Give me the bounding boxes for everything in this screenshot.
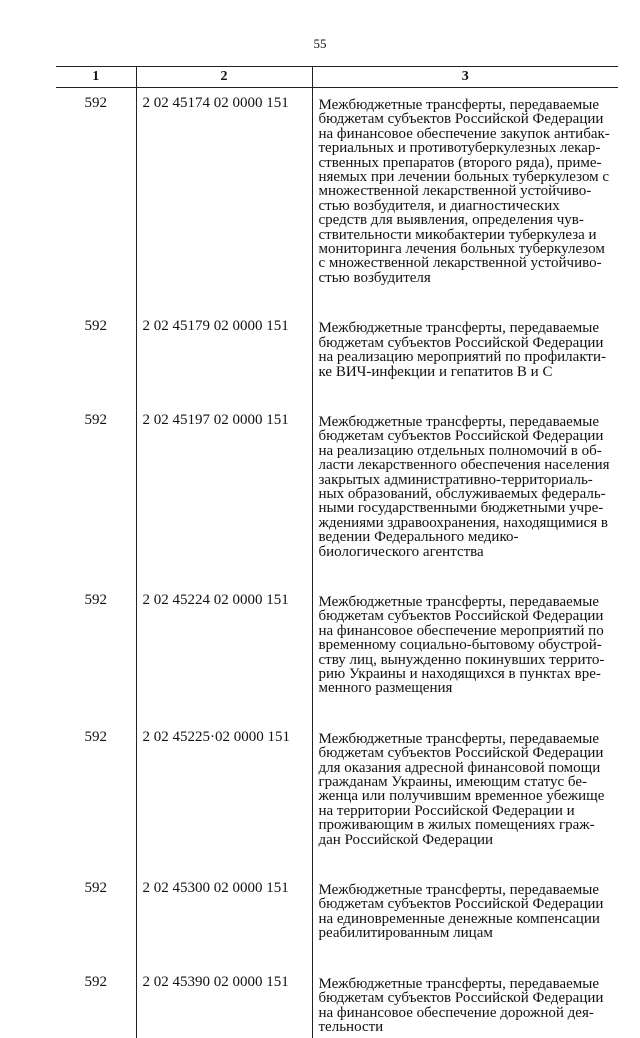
spacer-cell xyxy=(312,563,618,585)
description-cell xyxy=(312,311,618,383)
budget-code-cell: 2 02 45179 02 0000 151 xyxy=(136,311,312,383)
description-line: бюджетам субъектов Российской Федерации xyxy=(319,991,619,1005)
spacer-cell xyxy=(136,383,312,405)
description-line: няемых при лечении больных туберкулезом с xyxy=(319,170,619,184)
description-line: териальных и противотуберкулезных лекар- xyxy=(319,141,619,155)
description-line: на финансовое обеспечение мероприятий по xyxy=(319,624,619,638)
description-cell xyxy=(312,967,618,1038)
description-line: бюджетам субъектов Российской Федерации xyxy=(319,336,619,350)
description-cell xyxy=(312,873,618,945)
description-line: мониторинга лечения больных туберкулезом xyxy=(319,242,619,256)
description-line: реабилитированным лицам xyxy=(319,926,619,940)
spacer-cell xyxy=(312,383,618,405)
header-col-2: 2 xyxy=(136,67,312,88)
row-spacer xyxy=(56,563,618,585)
description-line: бюджетам субъектов Российской Федерации xyxy=(319,609,619,623)
table-header xyxy=(56,67,618,88)
spacer-cell xyxy=(56,563,136,585)
spacer-cell xyxy=(56,289,136,311)
table-row xyxy=(56,88,618,290)
row-spacer xyxy=(56,945,618,967)
description-line: Межбюджетные трансферты, передаваемые xyxy=(319,977,619,991)
description-line: рию Украины и находящихся в пунктах вре- xyxy=(319,667,619,681)
header-col-3: 3 xyxy=(312,67,618,88)
description-line: на единовременные денежные компенсации xyxy=(319,912,619,926)
table-row xyxy=(56,967,618,1038)
table-row xyxy=(56,405,618,563)
description-line: на финансовое обеспечение закупок антибак- xyxy=(319,127,619,141)
description-line: бюджетам субъектов Российской Федерации xyxy=(319,112,619,126)
admin-code-cell: 592 xyxy=(56,585,136,700)
spacer-cell xyxy=(312,289,618,311)
row-spacer xyxy=(56,383,618,405)
budget-code-cell: 2 02 45225·02 0000 151 xyxy=(136,722,312,851)
description-line: ждениями здравоохранения, находящимися в xyxy=(319,516,619,530)
description-line: Межбюджетные трансферты, передаваемые xyxy=(319,732,619,746)
description-line: на территории Российской Федерации и xyxy=(319,804,619,818)
description-line: ству лиц, вынужденно покинувших террито- xyxy=(319,653,619,667)
description-line: закрытых административно-территориаль- xyxy=(319,473,619,487)
description-line: бюджетам субъектов Российской Федерации xyxy=(319,897,619,911)
description-line: ке ВИЧ-инфекции и гепатитов В и С xyxy=(319,365,619,379)
description-line: с множественной лекарственной устойчиво- xyxy=(319,256,619,270)
spacer-cell xyxy=(312,851,618,873)
description-line: средств для выявления, определения чув- xyxy=(319,213,619,227)
spacer-cell xyxy=(136,945,312,967)
description-line: на реализацию мероприятий по профилакти- xyxy=(319,350,619,364)
budget-code-cell: 2 02 45390 02 0000 151 xyxy=(136,967,312,1038)
page-number: 55 xyxy=(0,36,640,52)
description-line: ствительности микобактерии туберкулеза и xyxy=(319,228,619,242)
budget-code-cell: 2 02 45174 02 0000 151 xyxy=(136,88,312,290)
description-line: стью возбудителя xyxy=(319,271,619,285)
spacer-cell xyxy=(312,700,618,722)
admin-code-cell: 592 xyxy=(56,873,136,945)
description-line: Межбюджетные трансферты, передаваемые xyxy=(319,415,619,429)
description-line: бюджетам субъектов Российской Федерации xyxy=(319,746,619,760)
table-row xyxy=(56,585,618,700)
description-line: для оказания адресной финансовой помощи xyxy=(319,761,619,775)
description-line: на финансовое обеспечение дорожной дея- xyxy=(319,1006,619,1020)
description-line: ведении Федерального медико- xyxy=(319,530,619,544)
description-line: менного размещения xyxy=(319,681,619,695)
description-cell xyxy=(312,88,618,290)
row-spacer xyxy=(56,851,618,873)
spacer-cell xyxy=(56,700,136,722)
description-line: стью возбудителя, и диагностических xyxy=(319,199,619,213)
admin-code-cell: 592 xyxy=(56,405,136,563)
description-line: женца или получившим временное убежище xyxy=(319,789,619,803)
table-body xyxy=(56,88,618,1038)
description-line: множественной лекарственной устойчиво- xyxy=(319,184,619,198)
spacer-cell xyxy=(56,851,136,873)
row-spacer xyxy=(56,700,618,722)
budget-codes-table xyxy=(56,66,618,1038)
description-cell xyxy=(312,585,618,700)
spacer-cell xyxy=(136,289,312,311)
admin-code-cell: 592 xyxy=(56,88,136,290)
table-row xyxy=(56,311,618,383)
spacer-cell xyxy=(136,563,312,585)
header-row xyxy=(56,67,618,88)
spacer-cell xyxy=(56,383,136,405)
description-line: Межбюджетные трансферты, передаваемые xyxy=(319,98,619,112)
budget-code-cell: 2 02 45197 02 0000 151 xyxy=(136,405,312,563)
spacer-cell xyxy=(56,945,136,967)
admin-code-cell: 592 xyxy=(56,722,136,851)
header-col-1: 1 xyxy=(56,67,136,88)
description-line: Межбюджетные трансферты, передаваемые xyxy=(319,883,619,897)
description-line: ных образований, обслуживаемых федераль- xyxy=(319,487,619,501)
description-cell xyxy=(312,405,618,563)
description-cell xyxy=(312,722,618,851)
description-line: Межбюджетные трансферты, передаваемые xyxy=(319,595,619,609)
description-line: биологического агентства xyxy=(319,545,619,559)
spacer-cell xyxy=(136,851,312,873)
table-row xyxy=(56,722,618,851)
budget-code-cell: 2 02 45300 02 0000 151 xyxy=(136,873,312,945)
description-line: на реализацию отдельных полномочий в об- xyxy=(319,444,619,458)
description-line: бюджетам субъектов Российской Федерации xyxy=(319,429,619,443)
description-line: Межбюджетные трансферты, передаваемые xyxy=(319,321,619,335)
row-spacer xyxy=(56,289,618,311)
description-line: тельности xyxy=(319,1020,619,1034)
description-line: ными государственными бюджетными учре- xyxy=(319,501,619,515)
budget-code-cell: 2 02 45224 02 0000 151 xyxy=(136,585,312,700)
spacer-cell xyxy=(312,945,618,967)
spacer-cell xyxy=(136,700,312,722)
description-line: дан Российской Федерации xyxy=(319,833,619,847)
description-line: временному социально-бытовому обустрой- xyxy=(319,638,619,652)
table-row xyxy=(56,873,618,945)
description-line: гражданам Украины, имеющим статус бе- xyxy=(319,775,619,789)
description-line: проживающим в жилых помещениях граж- xyxy=(319,818,619,832)
description-line: ственных препаратов (второго ряда), приме- xyxy=(319,156,619,170)
description-line: ласти лекарственного обеспечения населения xyxy=(319,458,619,472)
admin-code-cell: 592 xyxy=(56,967,136,1038)
admin-code-cell: 592 xyxy=(56,311,136,383)
